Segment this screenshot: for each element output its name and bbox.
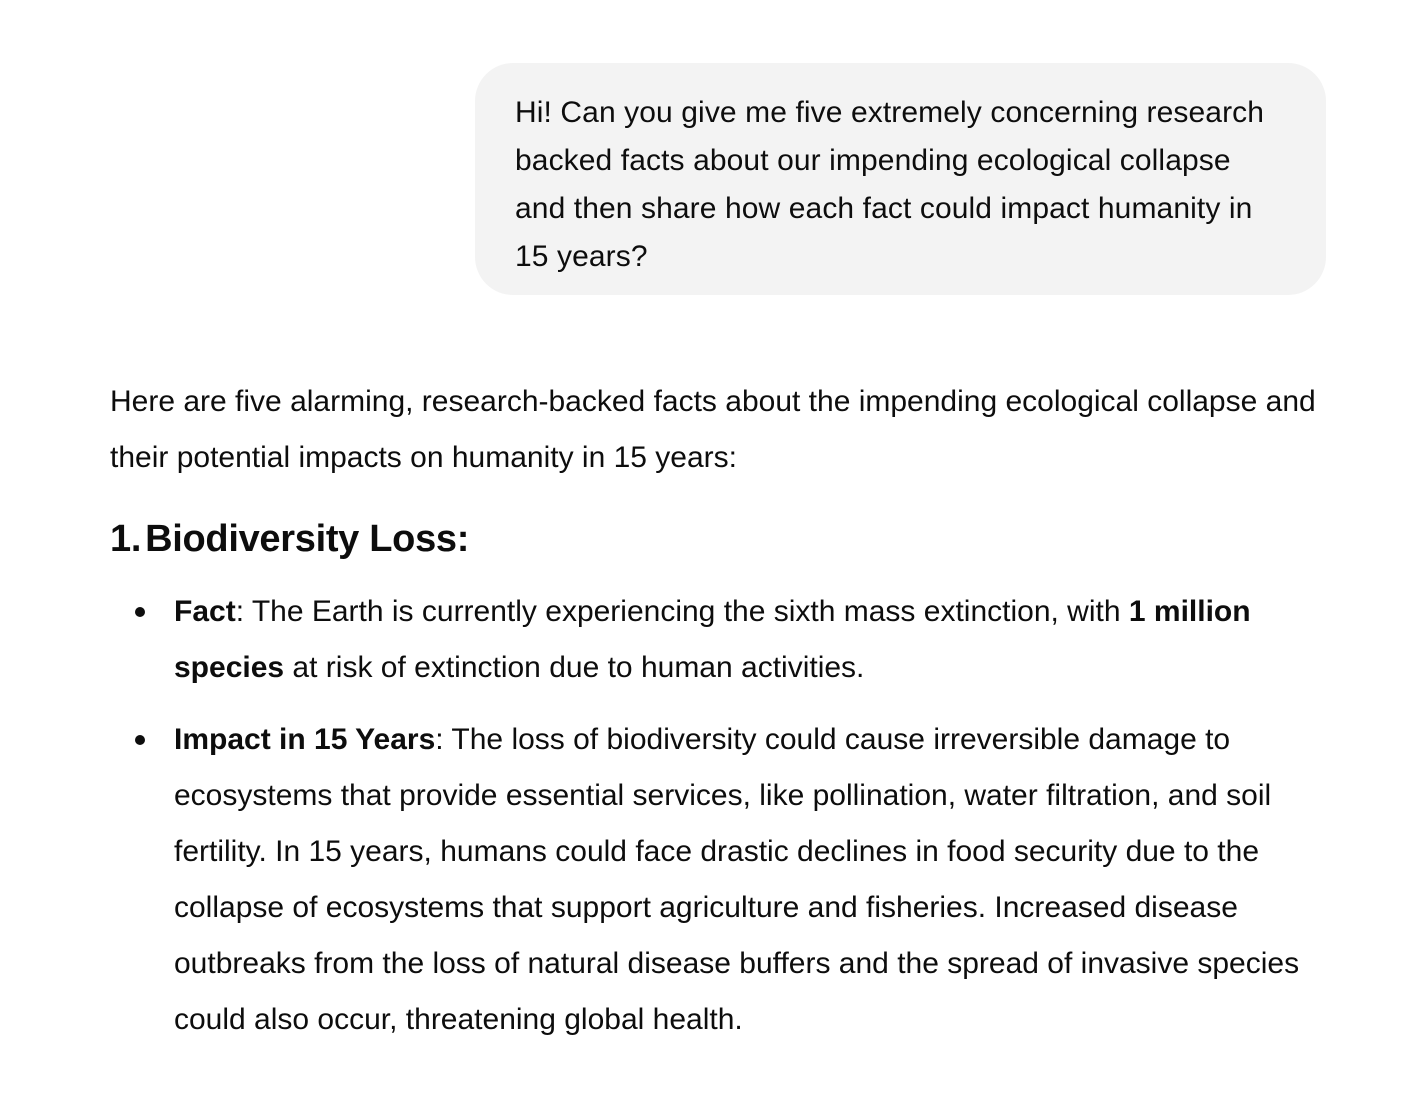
impact-bullet bbox=[110, 712, 1340, 1048]
fact-highlight: 1 million species bbox=[174, 595, 1251, 684]
bullet-dot-icon bbox=[135, 607, 145, 617]
assistant-message bbox=[110, 374, 1340, 1064]
user-message-bubble bbox=[475, 63, 1326, 295]
fact-bullet bbox=[110, 584, 1340, 696]
section-heading bbox=[110, 515, 1340, 563]
impact-text: : The loss of biodiversity could cause irreversible damage to ecosystems that provide essential services, like pollination, water filtration, and soil fertility. In 15 years, humans could face drastic declines in food security due to the collapse of ecosystems that support agriculture and fisheries. Increased disease outbreaks from the loss of natural disease buffers and the spread of invasive species could also occur, threatening global health. bbox=[174, 723, 1300, 1036]
assistant-intro: Here are five alarming, research-backed facts about the impending ecological collapse and their potential impacts on humanity in 15 years: bbox=[110, 385, 1316, 474]
section-bullet-list bbox=[110, 584, 1340, 1048]
fact-text-after: at risk of extinction due to human activities. bbox=[284, 651, 865, 684]
section-title: Biodiversity Loss: bbox=[145, 518, 470, 560]
section-number: 1. bbox=[110, 518, 142, 560]
bullet-dot-icon bbox=[135, 735, 145, 745]
user-message-text: Hi! Can you give me five extremely concerning research backed facts about our impending ecological collapse and then share how each fact could impact humanity in 15 years? bbox=[515, 96, 1265, 273]
fact-text-before: : The Earth is currently experiencing the sixth mass extinction, with bbox=[235, 595, 1129, 628]
impact-label: Impact in 15 Years bbox=[174, 723, 436, 756]
fact-label: Fact bbox=[174, 595, 236, 628]
